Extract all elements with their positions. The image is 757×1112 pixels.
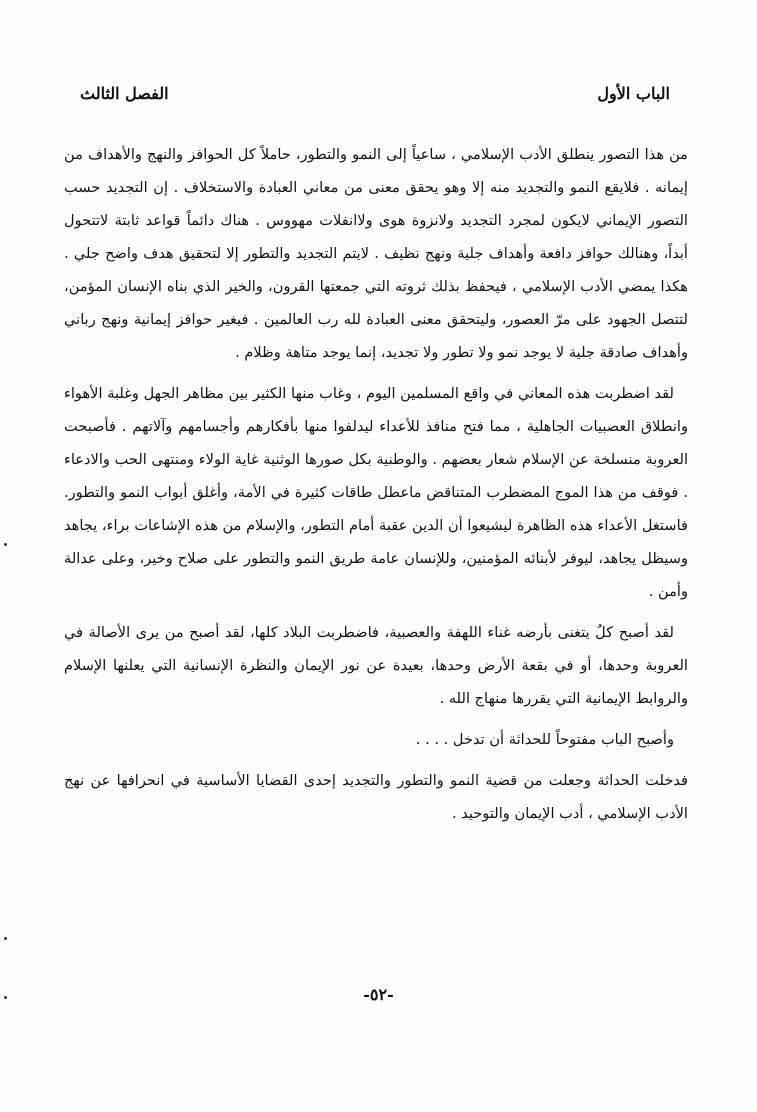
body-text — [64, 138, 688, 838]
margin-speck — [4, 996, 7, 999]
paragraph-1: من هذا التصور ينطلق الأدب الإسلامي ، ساعياً إلى النمو والتطور، حاملاً كل الحوافز والنهج والأهداف من إيمانه . فلايقع النمو والتجديد منه إلا وهو يحقق معنى من معاني العبادة والاستخلاف . إن التجديد حسب التصور الإيماني لايكون لمجرد التجديد ولانزوة هوى ولاانفلات مهووس . هناك دائماً قواعد ثابتة لاتتحول أبداً، وهنالك حوافز دافعة وأهداف جلية ونهج نظيف . لايتم التجديد والتطور إلا لتحقيق هدف واضح جلي . هكذا يمضي الأدب الإسلامي ، فيحفظ بذلك ثروته التي جمعتها القرون، والخير الذي بناه الإنسان المؤمن، لتتصل الجهود على مرّ العصور، وليتحقق معنى العبادة لله رب العالمين . فبغير حوافز إيمانية ونهج رباني وأهداف صادقة جلية لا يوجد نمو ولا تطور ولا تجديد، إنما يوجد متاهة وظلام . — [64, 146, 688, 361]
paragraph-2: لقد اضطربت هذه المعاني في واقع المسلمين اليوم ، وغاب منها الكثير بين مظاهر الجهل وغلبة الأهواء وانطلاق العصبيات الجاهلية ، مما فتح منافذ للأعداء ليدلفوا منها بأفكارهم وأجسامهم وآلاتهم . فأصبحت العروبة منسلخة عن الإسلام شعار بعضهم . والوطنية بكل صورها الوثنية غاية الولاء ومنتهى الحب والادعاء . فوقف من هذا الموج المضطرب المتناقض ماعطل طاقات كثيرة في الأمة، وأغلق أبواب النمو والتطور. فاستغل الأعداء هذه الظاهرة ليشيعوا أن الدين عقبة أمام التطور، والإسلام من هذه الإشاعات براء، يجاهد وسيظل يجاهد، ليوفر لأبنائه المؤمنين، وللإنسان عامة طريق النمو والتطور على صلاح وخير، وعلى عدالة وأمن . — [64, 385, 689, 600]
paragraph-5: فدخلت الحداثة وجعلت من قضية النمو والتطور والتجديد إحدى القضايا الأساسية في انحرافها عن نهج الأدب الإسلامي ، أدب الإيمان والتوحيد . — [64, 772, 688, 822]
header-chapter-title: الفصل الثالث — [80, 84, 169, 103]
paragraph-3: لقد أصبح كلٌ يتغنى بأرضه غناء اللهفة والعصبية، فاضطربت البلاد كلها، لقد أصبح من يرى الأصالة في العروبة وحدها، أو في بقعة الأرض وحدها، بعيدة عن نور الإيمان والنظرة الإنسانية التي يعلنها الإسلام والروابط الإيمانية التي يقررها منهاج الله . — [64, 624, 688, 707]
header-part-title: الباب الأول — [597, 84, 670, 103]
paragraph-4: وأصبح الباب مفتوحاً للحداثة أن تدخل . . . . — [415, 731, 674, 748]
page-number: -٥٢- — [363, 985, 394, 1004]
margin-speck — [4, 543, 7, 546]
margin-speck — [4, 937, 7, 940]
running-header — [80, 84, 670, 114]
